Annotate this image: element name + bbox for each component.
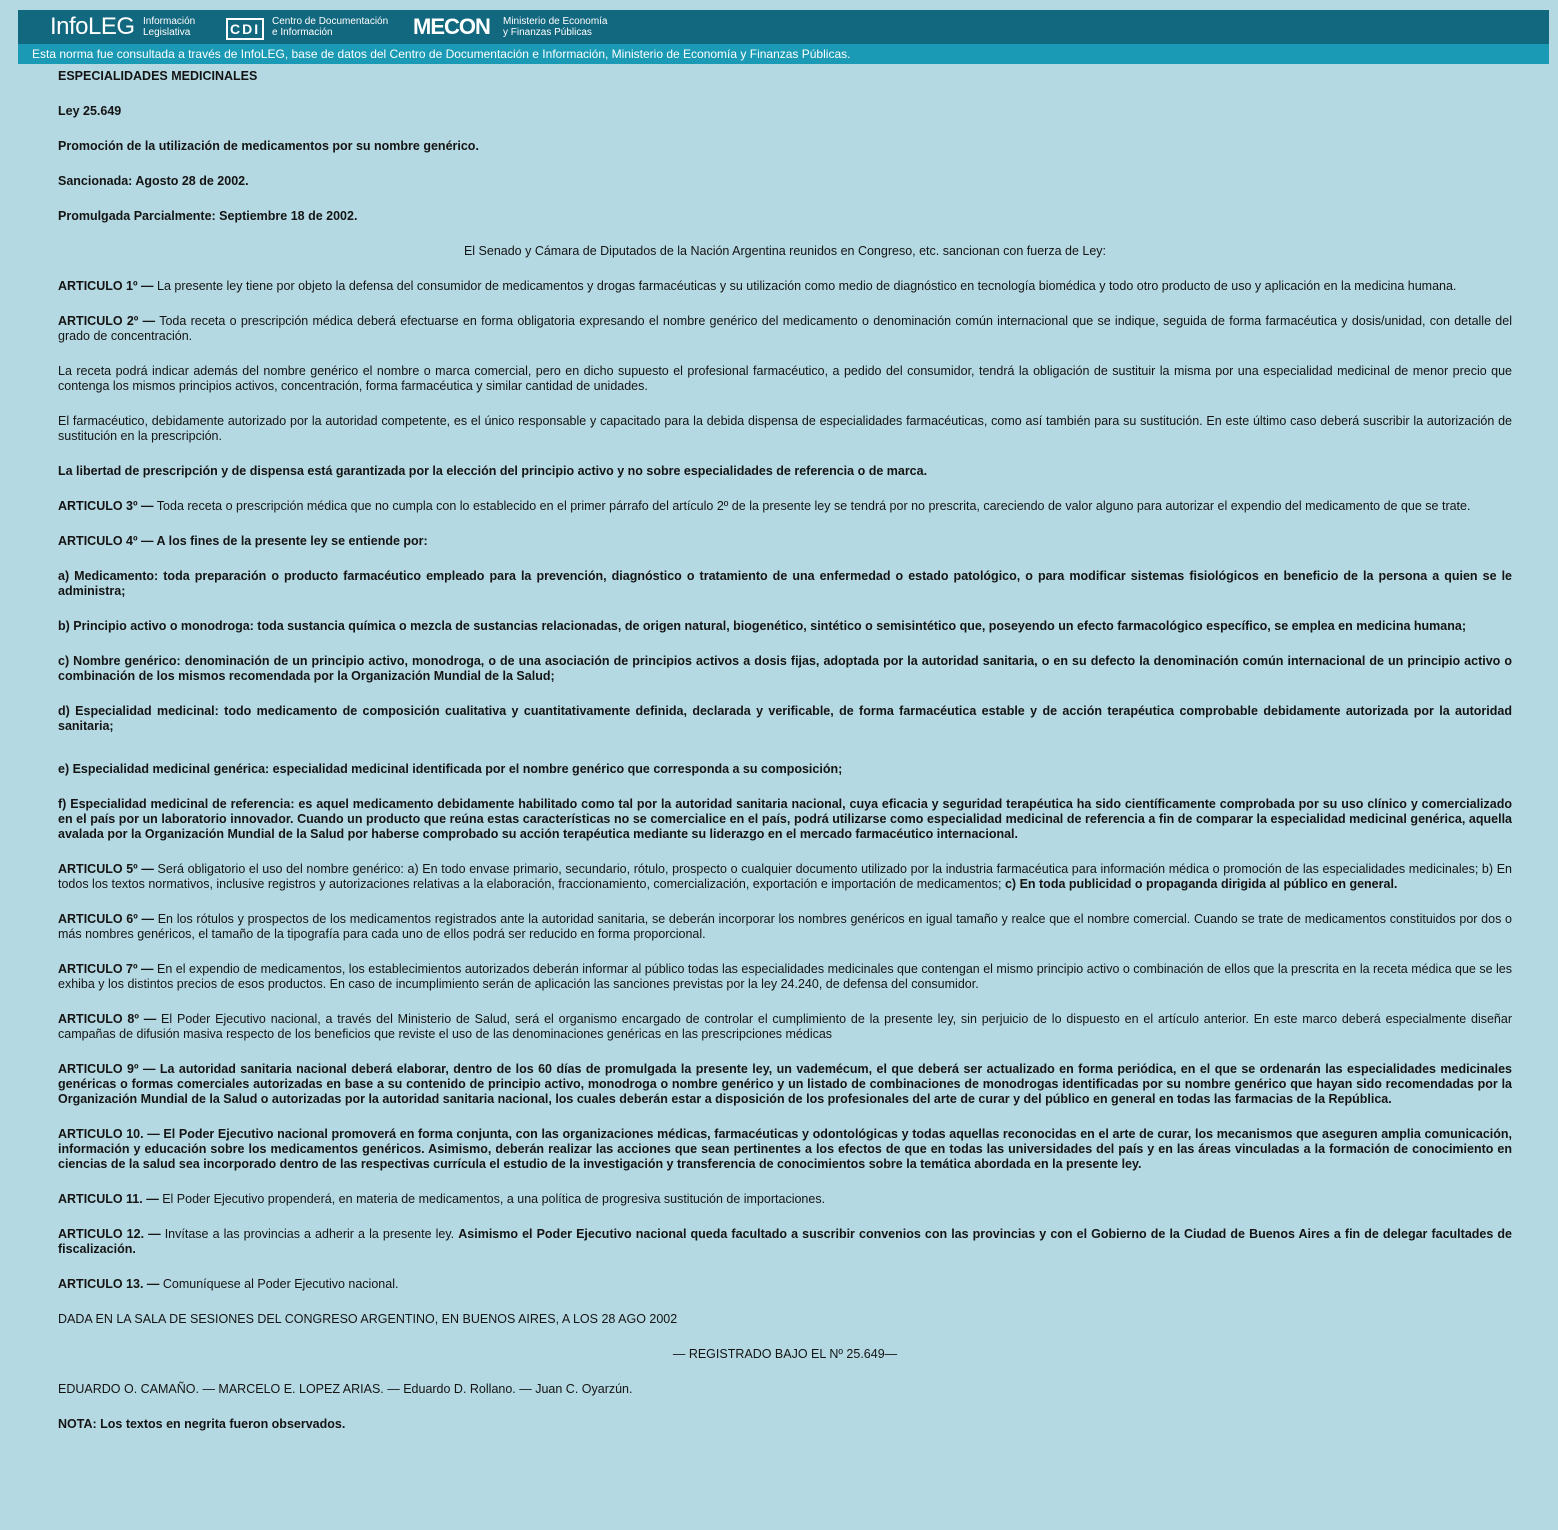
source-notice-text: Esta norma fue consultada a través de InfoLEG, base de datos del Centro de Documentación e Información, Ministerio de Economía y Finanzas Públicas. <box>32 47 851 61</box>
article-2-paragraph-3: El farmacéutico, debidamente autorizado por la autoridad competente, es el único responsable y capacitado para la debida dispensa de especialidades farmacéuticas, como así también para su sustitución. En este último caso deberá suscribir la autorización de sustitución en la prescripción. <box>58 414 1512 443</box>
article-9: ARTICULO 9º — La autoridad sanitaria nacional deberá elaborar, dentro de los 60 días de promulgada la presente ley, un vademécum, el que deberá ser actualizado en forma periódica, en el que se ordenarán las especialidades medicinales genéricas o formas comerciales autorizadas en base a su contenido de principio activo, monodroga o nombre genérico y un listado de combinaciones de monodrogas identificadas por su nombre genérico que hayan sido recomendadas por la Organización Mundial de la Salud o autorizadas por la autoridad sanitaria nacional, los cuales deberán estar a disposición de los profesionales del arte de curar y del público en general en todas las farmacias de la República. <box>58 1062 1512 1106</box>
article-5: ARTICULO 5º — Será obligatorio el uso del nombre genérico: a) En todo envase primario, secundario, rótulo, prospecto o cualquier documento utilizado por la industria farmacéutica para información médica o promoción de las especialidades medicinales; b) En todos los textos normativos, inclusive registros y autorizaciones relativas a la elaboración, fraccionamiento, comercialización, exportación e importación de medicamentos; c) En toda publicidad o propaganda dirigida al público en general. <box>58 862 1512 891</box>
preamble: El Senado y Cámara de Diputados de la Nación Argentina reunidos en Congreso, etc. sancionan con fuerza de Ley: <box>463 244 1107 258</box>
source-notice-bar <box>18 44 1549 64</box>
infoleg-subtitle: Información Legislativa <box>143 16 196 38</box>
article-4: ARTICULO 4º — A los fines de la presente ley se entiende por: <box>58 534 428 548</box>
article-4-item-a: a) Medicamento: toda preparación o producto farmacéutico empleado para la prevención, diagnóstico o tratamiento de una enfermedad o estado patológico, o para modificar sistemas fisiológicos en beneficio de la persona a quien se le administra; <box>58 569 1512 598</box>
article-8: ARTICULO 8º — El Poder Ejecutivo nacional, a través del Ministerio de Salud, será el organismo encargado de controlar el cumplimiento de la presente ley, sin perjuicio de lo dispuesto en el artículo anterior. En este marco deberá especialmente diseñar campañas de difusión masiva respecto de los beneficios que reviste el uso de las denominaciones genéricas en las prescripciones médicas <box>58 1012 1512 1041</box>
site-header <box>18 10 1549 44</box>
article-4-item-d: d) Especialidad medicinal: todo medicamento de composición cualitativa y cuantitativamente definida, declarada y verificable, de forma farmacéutica estable y de acción terapéutica comprobable debidamente autorizada por la autoridad sanitaria; <box>58 704 1512 733</box>
article-2-paragraph-2: La receta podrá indicar además del nombre genérico el nombre o marca comercial, pero en dicho supuesto el profesional farmacéutico, a pedido del consumidor, tendrá la obligación de sustituir la misma por una especialidad medicinal de menor precio que contenga los mismos principios activos, concentración, forma farmacéutica y similar cantidad de unidades. <box>58 364 1512 393</box>
article-11: ARTICULO 11. — El Poder Ejecutivo propenderá, en materia de medicamentos, a una política de progresiva sustitución de importaciones. <box>58 1192 826 1206</box>
article-13: ARTICULO 13. — Comuníquese al Poder Ejecutivo nacional. <box>58 1277 399 1291</box>
article-4-item-b: b) Principio activo o monodroga: toda sustancia química o mezcla de sustancias relacionadas, de origen natural, biogenético, sintético o semisintético que, poseyendo un efecto farmacológico específico, se emplea en medicina humana; <box>58 619 1466 633</box>
signatures: EDUARDO O. CAMAÑO. — MARCELO E. LOPEZ ARIAS. — Eduardo D. Rollano. — Juan C. Oyarzún. <box>58 1382 633 1396</box>
article-12: ARTICULO 12. — Invítase a las provincias a adherir a la presente ley. Asimismo el Poder Ejecutivo nacional queda facultado a suscribir convenios con las provincias y con el Gobierno de la Ciudad de Buenos Aires a fin de delegar facultades de fiscalización. <box>58 1227 1512 1256</box>
article-2-paragraph-4: La libertad de prescripción y de dispensa está garantizada por la elección del principio activo y no sobre especialidades de referencia o de marca. <box>58 464 928 478</box>
article-4-item-f: f) Especialidad medicinal de referencia: es aquel medicamento debidamente habilitado como tal por la autoridad sanitaria nacional, cuya eficacia y seguridad terapéutica ha sido científicamente comprobada por su uso clínico y comercializado en el país por un laboratorio innovador. Cuando un producto que reúna estas características no se comercialice en el país, podrá utilizarse como especialidad medicinal de referencia a fin de comparar la especialidad medicinal genérica, aquella avalada por la Organización Mundial de la Salud por haberse comprobado su acción terapéutica mediante su liderazgo en el mercado farmacéutico internacional. <box>58 797 1512 841</box>
cdi-subtitle: Centro de Documentación e Información <box>272 16 389 38</box>
infoleg-name: InfoLEG <box>50 13 135 40</box>
article-6: ARTICULO 6º — En los rótulos y prospectos de los medicamentos registrados ante la autoridad sanitaria, se deberán incorporar los nombres genéricos en igual tamaño y realce que el nombre comercial. Cuando se trate de medicamentos constituidos por dos o más nombres genéricos, el tamaño de la tipografía para cada uno de ellos podrá ser reducido en forma proporcional. <box>58 912 1512 941</box>
registration-line: — REGISTRADO BAJO EL Nº 25.649— <box>672 1347 898 1361</box>
sanction-date: Sancionada: Agosto 28 de 2002. <box>58 174 249 188</box>
given-in-congress: DADA EN LA SALA DE SESIONES DEL CONGRESO ARGENTINO, EN BUENOS AIRES, A LOS 28 AGO 2002 <box>58 1312 678 1326</box>
article-7: ARTICULO 7º — En el expendio de medicamentos, los establecimientos autorizados deberán informar al público todas las especialidades medicinales que contengan el mismo principio activo o combinación de ellos que la prescrita en la receta médica que se les exhiba y los distintos precios de esos productos. En caso de incumplimiento serán de aplicación las sanciones previstas por la ley 24.240, de defensa del consumidor. <box>58 962 1512 991</box>
article-4-item-c: c) Nombre genérico: denominación de un principio activo, monodroga, o de una asociación de principios activos a dosis fijas, adoptada por la autoridad sanitaria, o en su defecto la denominación común internacional de un principio activo o combinación de los mismos recomendada por la Organización Mundial de la Salud; <box>58 654 1512 683</box>
promulgation-date: Promulgada Parcialmente: Septiembre 18 de 2002. <box>58 209 358 223</box>
article-2: ARTICULO 2º — Toda receta o prescripción médica deberá efectuarse en forma obligatoria expresando el nombre genérico del medicamento o denominación común internacional que se indique, seguida de forma farmacéutica y dosis/unidad, con detalle del grado de concentración. <box>58 314 1512 343</box>
article-3: ARTICULO 3º — Toda receta o prescripción médica que no cumpla con lo establecido en el primer párrafo del artículo 2º de la presente ley se tendrá por no prescrita, careciendo de valor alguno para autorizar el expendio del medicamento de que se trate. <box>58 499 1471 513</box>
article-4-item-e: e) Especialidad medicinal genérica: especialidad medicinal identificada por el nombre genérico que corresponda a su composición; <box>58 762 843 776</box>
article-10: ARTICULO 10. — El Poder Ejecutivo nacional promoverá en forma conjunta, con las organizaciones médicas, farmacéuticas y odontológicas y todas aquellas reconocidas en el arte de curar, los mecanismos que aseguren amplia comunicación, información y educación sobre los medicamentos genéricos. Asimismo, deberán realizar las acciones que sean pertinentes a los efectos de que en todas las universidades del país y en las áreas vinculadas a la formación de conocimiento en ciencias de la salud sea incorporado dentro de las respectivas currícula el estudio de la investigación y transferencia de conocimientos sobre la temática abordada en la presente ley. <box>58 1127 1512 1171</box>
law-document <box>58 69 1512 1452</box>
law-number: Ley 25.649 <box>58 104 122 118</box>
observation-note: NOTA: Los textos en negrita fueron observados. <box>58 1417 346 1431</box>
mecon-name: MECON <box>413 14 490 39</box>
mecon-subtitle: Ministerio de Economía y Finanzas Públicas <box>503 16 608 38</box>
law-subject: Promoción de la utilización de medicamentos por su nombre genérico. <box>58 139 479 153</box>
article-1: ARTICULO 1º — La presente ley tiene por objeto la defensa del consumidor de medicamentos y drogas farmacéuticas y su utilización como medio de diagnóstico en tecnología biomédica y todo otro producto de uso y aplicación en la medicina humana. <box>58 279 1457 293</box>
doc-title: ESPECIALIDADES MEDICINALES <box>58 69 258 83</box>
cdi-name: CDI <box>226 18 264 40</box>
